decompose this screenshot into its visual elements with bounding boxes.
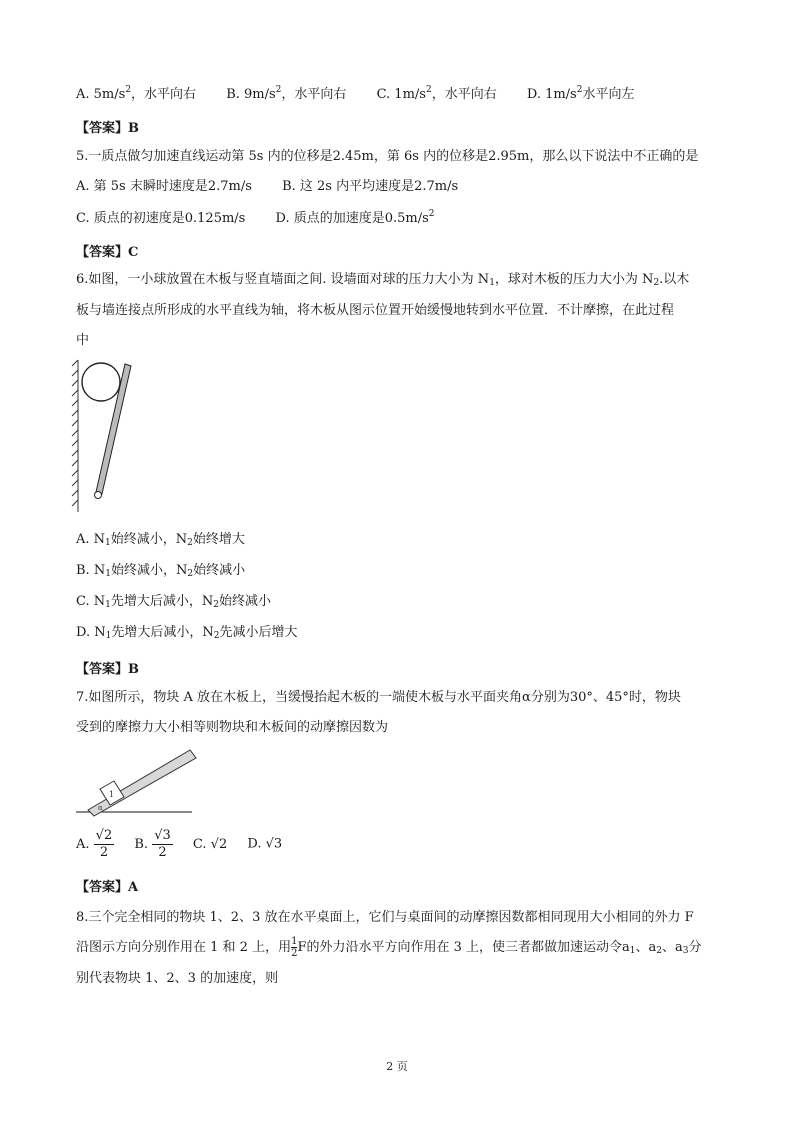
q5-options-row1 <box>76 180 484 193</box>
q6-stem-line2: 板与墙连接点所形成的水平直线为轴，将木板从图示位置开始缓慢地转到水平位置．不计摩擦，在此过程 <box>76 303 675 318</box>
q7-answer: 【答案】A <box>76 880 139 895</box>
q7-figure-angle-label: α <box>98 804 103 812</box>
q7-option-d: D. √3 <box>247 836 283 852</box>
q5-options-row2 <box>76 210 461 225</box>
q6-option-b: B. $N_1$始终减小，$N_2$始终减小 <box>76 563 246 579</box>
q7-figure-block-label: 1 <box>109 790 115 799</box>
q5-option-d: D. 质点的加速度是$0.5m/s^2$ <box>275 209 435 226</box>
page-number: 2 页 <box>386 1060 408 1073</box>
q5-stem: 5.一质点做匀加速直线运动第 5s 内的位移是2.45m，第 6s 内的位移是2.95m，那么以下说法中不正确的是 <box>76 149 699 164</box>
q5-option-c: C. 质点的初速度是0.125m/s <box>76 211 246 226</box>
q4-option-c: C. $1m/s^2$，水平向右 <box>376 85 497 102</box>
q7-stem-line1: 7.如图所示，物块 A 放在木板上，当缓慢抬起木板的一端使木板与水平面夹角α分别为30°、45°时，物块 <box>76 690 681 705</box>
q4-option-a: A. $5m/s^2$，水平向右 <box>76 85 197 102</box>
q4-option-d: D. $1m/s^2$水平向左 <box>526 85 635 102</box>
q4-option-b: B. $9m/s^2$，水平向右 <box>226 85 347 102</box>
q8-stem-line2: 沿图示方向分别作用在 1 和 2 上，用 $\frac{1}{2}F$的外力沿水平方向作用在 3 上，使三者都做加速运动令$a_1$、$a_2$、$a_3$分 <box>76 936 702 959</box>
q7-option-c: C. √2 <box>192 836 228 852</box>
q7-options <box>76 828 282 860</box>
q7-option-a: A. $\frac{√2}{2}$ <box>76 828 113 860</box>
q7-stem-line2: 受到的摩擦力大小相等则物块和木板间的动摩擦因数为 <box>76 720 389 735</box>
q6-stem-line1: 6.如图，一小球放置在木板与竖直墙面之间. 设墙面对球的压力大小为 $N_1$，球对木板的压力大小为 $N_2$.以木 <box>76 272 690 288</box>
q8-stem-line3: 别代表物块 1、2、3 的加速度，则 <box>76 971 279 986</box>
q5-option-b: B. 这 2s 内平均速度是2.7m/s <box>282 179 459 194</box>
q8-stem-line1: 8.三个完全相同的物块 1、2、3 放在水平桌面上，它们与桌面间的动摩擦因数都相同现用大小相同的外力 F <box>76 910 694 925</box>
q6-answer: 【答案】B <box>76 662 139 677</box>
q7-option-b: B. $\frac{√3}{2}$ <box>134 828 171 860</box>
q4-answer: 【答案】B <box>76 121 139 136</box>
q6-option-d: D. $N_1$先增大后减小，$N_2$先减小后增大 <box>76 625 298 641</box>
q5-answer: 【答案】C <box>76 245 139 260</box>
q5-option-a: A. 第 5s 末瞬时速度是2.7m/s <box>76 179 252 194</box>
q6-option-a: A. $N_1$始终减小，$N_2$始终增大 <box>76 532 245 548</box>
q4-options <box>76 86 660 101</box>
q7-figure-inclined-board <box>72 740 202 820</box>
q6-stem-line3: 中 <box>76 333 90 348</box>
q6-figure-ball-wall-board <box>70 352 150 522</box>
q6-option-c: C. $N_1$先增大后减小，$N_2$始终减小 <box>76 594 271 610</box>
